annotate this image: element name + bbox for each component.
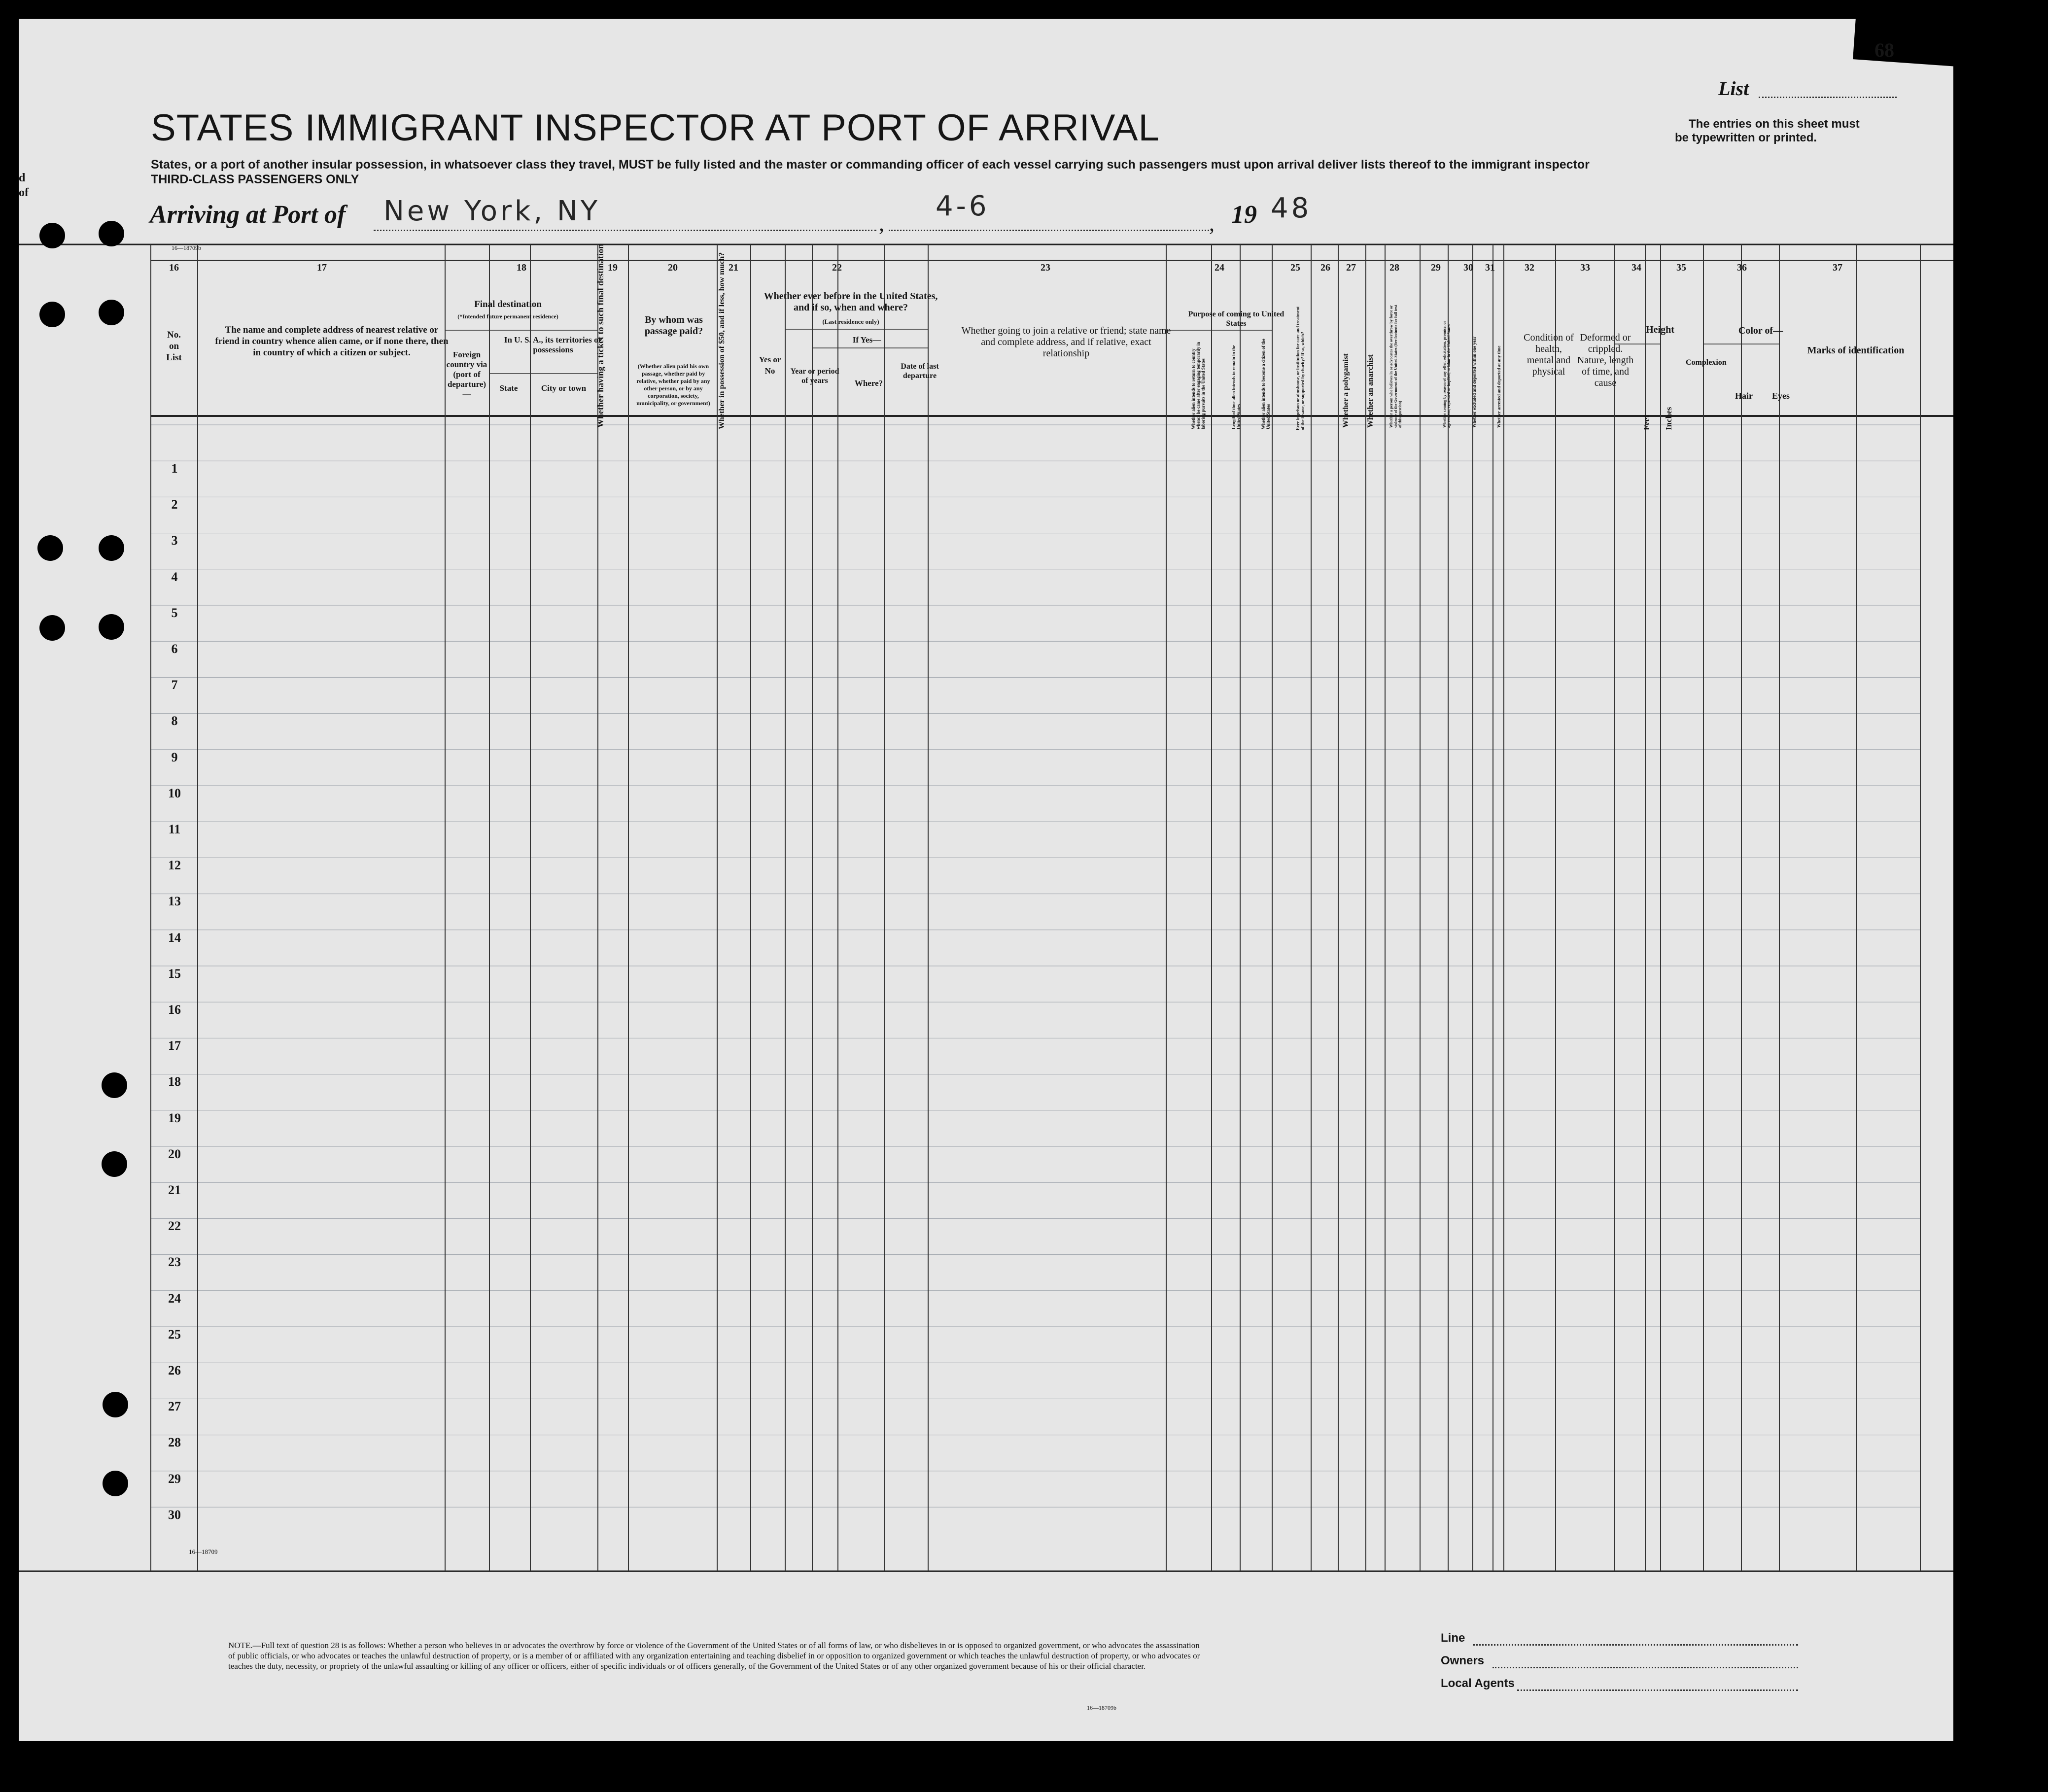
column-number: 34 bbox=[1631, 262, 1641, 273]
header-marks-identification: Marks of identification bbox=[1807, 345, 1905, 356]
column-number: 27 bbox=[1346, 262, 1356, 273]
entries-note-1: The entries on this sheet must bbox=[1689, 117, 1860, 131]
punch-hole bbox=[103, 1392, 128, 1417]
subtitle-line-1: States, or a port of another insular possession, in whatsoever class they travel, MUST be fully listed and the master or commanding officer of each vessel carrying such passengers must upon arrival deliver lists thereof to the immigrant inspector bbox=[151, 158, 1590, 172]
header-labor-offer: Whether coming by reason of any offer, solicitation, promise, or agreement, expressed or implied, to labor in the United States bbox=[1442, 321, 1451, 428]
column-number: 33 bbox=[1580, 262, 1590, 273]
punch-hole bbox=[99, 535, 124, 561]
header-last-residence: (Last residence only) bbox=[822, 318, 879, 325]
row-number: 27 bbox=[168, 1399, 181, 1414]
header-anarchist: Whether an anarchist bbox=[1366, 354, 1375, 428]
row-number: 7 bbox=[171, 678, 178, 692]
table-grid bbox=[19, 19, 1953, 1741]
column-number: 17 bbox=[317, 262, 327, 273]
list-label: List bbox=[1718, 77, 1749, 100]
port-line bbox=[374, 230, 876, 231]
local-agents-label: Local Agents bbox=[1441, 1677, 1515, 1690]
punch-hole bbox=[39, 223, 65, 248]
manifest-sheet bbox=[19, 19, 1953, 1741]
row-number: 20 bbox=[168, 1146, 181, 1161]
header-year-period: Year or period of years bbox=[790, 367, 839, 385]
punch-hole bbox=[102, 1072, 127, 1098]
row-number: 17 bbox=[168, 1038, 181, 1053]
header-complexion: Complexion bbox=[1686, 358, 1727, 367]
header-condition-health: Condition of health, mental and physical bbox=[1524, 332, 1574, 377]
column-number: 30 bbox=[1463, 262, 1473, 273]
row-number: 16 bbox=[168, 1002, 181, 1017]
row-number: 10 bbox=[168, 786, 181, 800]
page-number: 68 bbox=[1874, 39, 1894, 61]
port-handwritten: New York, NY bbox=[383, 195, 601, 227]
punch-hole bbox=[102, 1151, 127, 1177]
row-number: 4 bbox=[171, 569, 178, 584]
column-number: 25 bbox=[1290, 262, 1300, 273]
header-eyes: Eyes bbox=[1772, 391, 1790, 401]
row-number: 9 bbox=[171, 750, 178, 764]
row-number: 1 bbox=[171, 461, 178, 476]
header-color-of: Color of— bbox=[1738, 325, 1783, 336]
line-field bbox=[1473, 1644, 1798, 1646]
row-number: 13 bbox=[168, 894, 181, 909]
date-line bbox=[889, 230, 1209, 231]
punch-hole bbox=[99, 221, 124, 246]
row-number: 3 bbox=[171, 533, 178, 548]
row-number: 23 bbox=[168, 1255, 181, 1270]
column-number: 16 bbox=[169, 262, 179, 273]
row-number: 25 bbox=[168, 1327, 181, 1342]
owners-label: Owners bbox=[1441, 1654, 1485, 1667]
header-in-usa: In U. S. A., its territories or possessions bbox=[504, 335, 602, 354]
header-deformed: Deformed or crippled. Nature, length of time, and cause bbox=[1577, 332, 1634, 388]
column-number: 26 bbox=[1320, 262, 1330, 273]
row-number: 8 bbox=[171, 714, 178, 728]
header-nearest-relative: The name and complete address of nearest relative or friend in country whence alien came, or if none there, then in country of which a citizen or subject. bbox=[215, 325, 449, 358]
form-code-note: 16—18709b bbox=[1087, 1704, 1116, 1711]
header-height: Height bbox=[1646, 324, 1674, 335]
header-fifty-dollars: Whether in possession of $50, and if less, how much? bbox=[718, 252, 726, 429]
owners-field bbox=[1493, 1667, 1798, 1668]
row-number: 14 bbox=[168, 930, 181, 945]
column-number: 20 bbox=[668, 262, 678, 273]
header-state: State bbox=[499, 383, 518, 393]
row-number: 11 bbox=[168, 822, 181, 836]
header-feet: Feet bbox=[1642, 414, 1651, 430]
header-date-last-departure: Date of last departure bbox=[901, 362, 939, 380]
comma-2: , bbox=[1209, 211, 1215, 236]
row-number: 29 bbox=[168, 1471, 181, 1486]
header-overthrow: Whether a person who believes in or advocates the overthrow by force or violence of the Government of the United States (See footnote for full text of this question) bbox=[1389, 305, 1402, 428]
row-number: 21 bbox=[168, 1183, 181, 1197]
column-number: 35 bbox=[1676, 262, 1686, 273]
form-code-top: 16—18709b bbox=[172, 244, 201, 251]
header-excluded-deported: Whether excluded and deported within one year bbox=[1472, 336, 1477, 428]
row-number: 19 bbox=[168, 1110, 181, 1125]
row-number: 18 bbox=[168, 1074, 181, 1089]
row-number: 5 bbox=[171, 605, 178, 620]
header-hair: Hair bbox=[1735, 391, 1753, 401]
header-become-citizen: Whether alien intends to become a citizen of the United States bbox=[1261, 339, 1271, 429]
header-final-destination: Final destination bbox=[474, 299, 542, 310]
column-number: 18 bbox=[517, 262, 526, 273]
punch-hole bbox=[39, 302, 65, 327]
comma-1: , bbox=[879, 211, 884, 236]
entries-note-2: be typewritten or printed. bbox=[1675, 131, 1817, 144]
column-number: 19 bbox=[608, 262, 618, 273]
row-number: 28 bbox=[168, 1435, 181, 1450]
header-where: Where? bbox=[854, 379, 883, 388]
subtitle-line-2: THIRD-CLASS PASSENGERS ONLY bbox=[151, 172, 359, 186]
punch-hole bbox=[99, 614, 124, 640]
column-number: 24 bbox=[1215, 262, 1224, 273]
year-handwritten: 48 bbox=[1271, 192, 1312, 224]
header-prison-almshouse: Ever in prison or almshouse, or institution for care and treatment of the insane, or supported by charity? If so, which? bbox=[1295, 306, 1305, 430]
list-line bbox=[1759, 97, 1897, 98]
row-number: 15 bbox=[168, 966, 181, 981]
column-number: 31 bbox=[1485, 262, 1495, 273]
punch-hole bbox=[103, 1471, 128, 1496]
column-number: 21 bbox=[729, 262, 738, 273]
line-label: Line bbox=[1441, 1631, 1465, 1645]
header-ticket: Whether having a ticket to such final destination bbox=[595, 243, 605, 428]
punch-hole bbox=[37, 535, 63, 561]
footnote-q28: NOTE.—Full text of question 28 is as follows: Whether a person who believes in or advocates the overthrow by force or violence of the Government of the United States or of all forms of law, or who disbelieves in or is opposed to organized government, or who advocates the assassination of public officials, or who advocates or teaches the unlawful destruction of property, or is a member of or affiliated with any organization entertaining and teaching disbelief in or opposition to organized government or which teaches the unlawful destruction of property, or who advocates or teaches the duty, necessity, or propriety of the unlawful assaulting or killing of any officer or officers, either of specific individuals or of officers generally, of the Government of the United States or of any other organized government because of his or their official character. bbox=[228, 1641, 1200, 1671]
date-handwritten: 4-6 bbox=[936, 190, 990, 222]
margin-fragment-1: d bbox=[19, 172, 26, 184]
column-number: 32 bbox=[1525, 262, 1534, 273]
header-if-yes: If Yes— bbox=[852, 335, 881, 345]
header-no-on-list: No. on List bbox=[166, 330, 182, 363]
header-city: City or town bbox=[541, 383, 587, 393]
header-final-destination-sub: (*Intended future permanent residence) bbox=[457, 313, 558, 320]
column-number: 22 bbox=[832, 262, 842, 273]
header-purpose: Purpose of coming to United States bbox=[1188, 310, 1284, 328]
row-number: 2 bbox=[171, 497, 178, 512]
column-number: 36 bbox=[1737, 262, 1747, 273]
column-number: 29 bbox=[1431, 262, 1441, 273]
arriving-label: Arriving at Port of bbox=[150, 201, 346, 229]
local-agents-field bbox=[1517, 1689, 1798, 1691]
row-number: 22 bbox=[168, 1219, 181, 1234]
header-polygamist: Whether a polygamist bbox=[1342, 353, 1350, 428]
margin-fragment-2: of bbox=[19, 186, 29, 199]
row-number: 6 bbox=[171, 642, 178, 656]
header-foreign-country: Foreign country via (port of departure)— bbox=[446, 350, 487, 399]
header-yes-no: Yes or No bbox=[759, 355, 781, 376]
header-inches: Inches bbox=[1664, 407, 1673, 430]
row-number: 24 bbox=[168, 1291, 181, 1306]
punch-hole bbox=[99, 300, 124, 325]
header-ever-before: Whether ever before in the United States, and if so, when and where? bbox=[764, 291, 938, 313]
header-return-country: Whether alien intends to return to country whence he came after engaging temporarily in laboring pursuits in the United States bbox=[1191, 342, 1206, 429]
form-code-bottom: 16—18709 bbox=[189, 1548, 218, 1555]
column-number: 23 bbox=[1041, 262, 1050, 273]
page-title: STATES IMMIGRANT INSPECTOR AT PORT OF ARRIVAL bbox=[151, 107, 1160, 149]
column-number: 28 bbox=[1389, 262, 1399, 273]
header-passage-paid: By whom was passage paid? bbox=[644, 314, 703, 337]
row-number: 26 bbox=[168, 1363, 181, 1378]
year-printed: 19 bbox=[1231, 201, 1257, 229]
row-number: 12 bbox=[168, 858, 181, 873]
column-number: 37 bbox=[1833, 262, 1842, 273]
header-passage-paid-sub: (Whether alien paid his own passage, whether paid by relative, whether paid by any other person, or by any corporation, society, municipality, or government) bbox=[636, 363, 710, 407]
punch-hole bbox=[39, 615, 65, 641]
header-join-relative: Whether going to join a relative or friend; state name and complete address, and if relative, exact relationship bbox=[961, 325, 1171, 359]
header-arrested-deported: Whether arrested and deported at any time bbox=[1496, 345, 1501, 428]
header-length-stay: Length of time alien intends to remain in the United States bbox=[1231, 345, 1241, 429]
row-number: 30 bbox=[168, 1507, 181, 1522]
